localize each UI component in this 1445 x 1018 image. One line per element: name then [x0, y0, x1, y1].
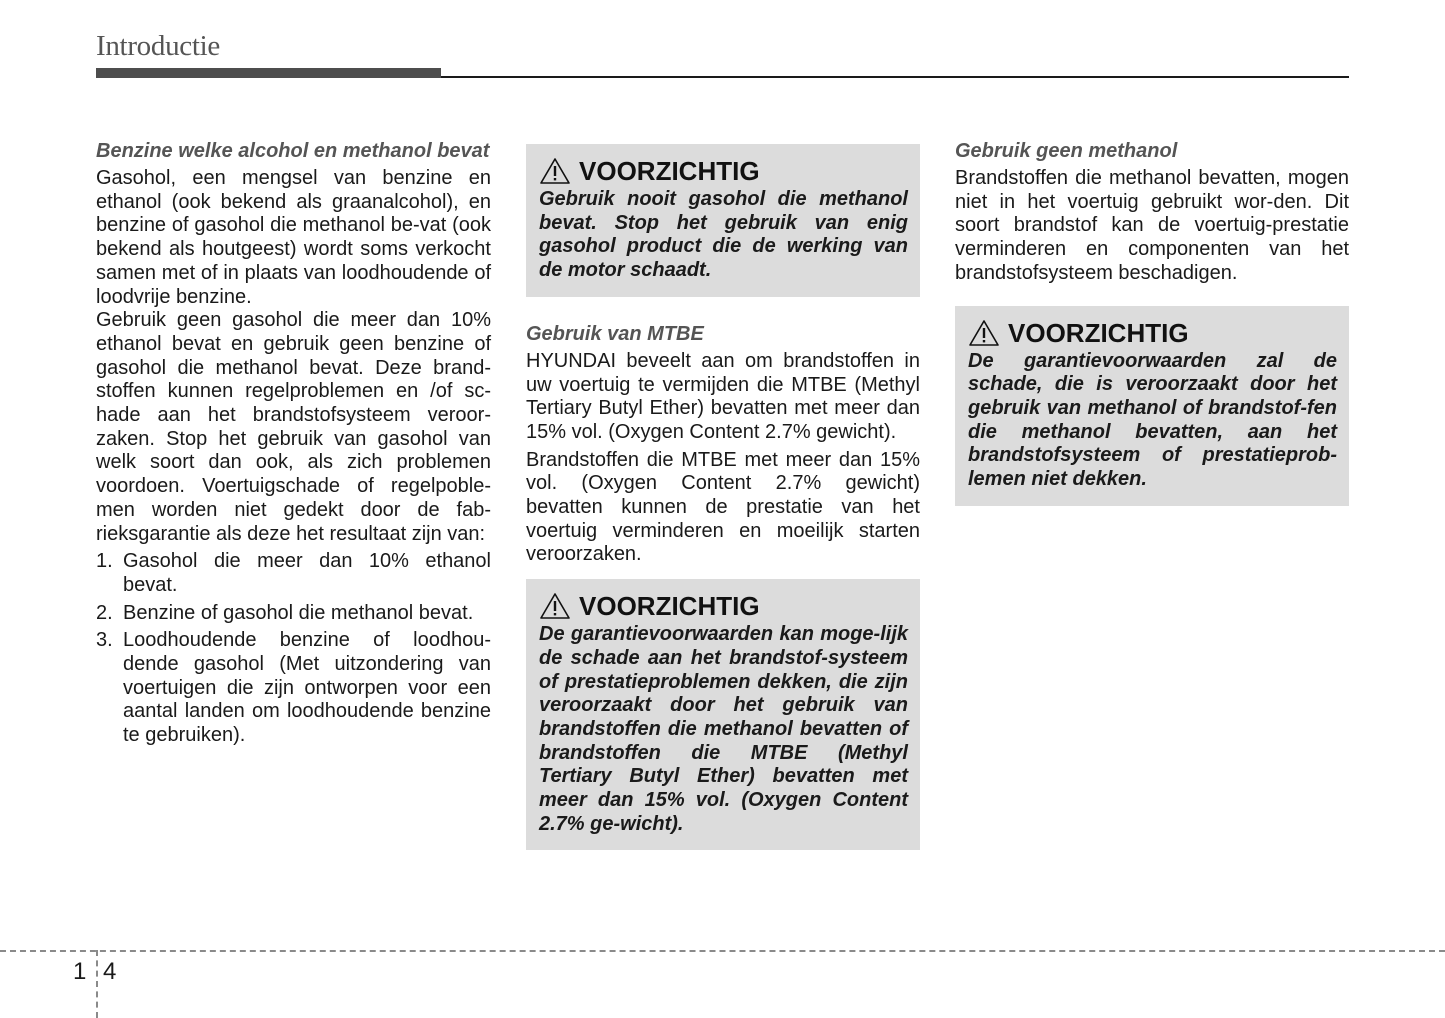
section-heading-mtbe: Gebruik van MTBE: [526, 322, 704, 345]
header-rule-thin: [441, 76, 1349, 78]
list-item-number: 1.: [96, 550, 113, 573]
column-3: [955, 140, 1349, 506]
list-item: [96, 550, 491, 597]
chapter-number: 1: [73, 958, 87, 985]
column-1: [96, 140, 491, 748]
paragraph-gasohol-warning: Gebruik geen gasohol die meer dan 10% ethanol bevat en gebruik geen benzine of gasohol die methanol bevat. Deze brand-stoffen kunnen regelproblemen en /of sc-hade aan het brandstofsysteem veroor-zaken. Stop het gebruik van gasohol van welk soort dan ook, als zich problemen voordoen. Voertuigschade of regelpoble-men worden niet gedekt door de fab-rieksgarantie als deze het resultaat zijn van:: [96, 309, 491, 545]
paragraph-no-methanol: Brandstoffen die methanol bevatten, mogen niet in het voertuig gebruikt wor-den. Dit soort brandstof kan de voertuig-prestatie verminderen en componenten van het brandstofsysteem beschadigen.: [955, 167, 1349, 284]
list-item: [96, 602, 491, 626]
paragraph-mtbe-effects: Brandstoffen die MTBE met meer dan 15% vol. (Oxygen Content 2.7% gewicht) bevatten kunnen de prestatie van het voertuig verminderen en moeilijk starten veroorzaken.: [526, 448, 920, 566]
caution-text: Gebruik nooit gasohol die methanol bevat. Stop het gebruik van enig gasohol product die de werking van de motor schaadt.: [539, 188, 908, 282]
caution-text: De garantievoorwaarden kan moge-lijk de schade aan het brandstof-systeem of prestatieproblemen dekken, die zijn veroorzaakt door het gebruik van brandstoffen die methanol bevatten of brandstoffen die MTBE (Methyl Tertiary Butyl Ether) bevatten met meer dan 15% vol. (Oxygen Content 2.7% ge-wicht).: [539, 623, 908, 835]
paragraph-mtbe-advice: HYUNDAI beveelt aan om brandstoffen in uw voertuig te vermijden die MTBE (Methyl Tertiary Butyl Ether) bevatten met meer dan 15% vol. (Oxygen Content 2.7% gewicht).: [526, 349, 920, 443]
caution-title: VOORZICHTIG: [1008, 317, 1189, 348]
list-item-text: Gasohol die meer dan 10% ethanol bevat.: [123, 550, 491, 596]
footer-dashed-divider: [96, 950, 98, 1018]
column-2: [526, 144, 920, 850]
caution-text: De garantievoorwaarden zal de schade, die is veroorzaakt door het gebruik van methanol of brandstof-fen die methanol bevatten, aan het brandstofsysteem of prestatieprob-lemen niet dekken.: [968, 349, 1337, 491]
list-item: [96, 629, 491, 748]
list-item-text: Benzine of gasohol die methanol bevat.: [123, 601, 474, 624]
section-heading-no-methanol: Gebruik geen methanol: [955, 140, 1178, 162]
caution-box-warranty-methanol: [955, 306, 1349, 506]
footer-dashed-rule: [0, 950, 1445, 952]
warning-triangle-icon: [539, 592, 571, 620]
paragraph-gasohol: Gasohol, een mengsel van benzine en ethanol (ook bekend als graanalcohol), en benzine of gasohol die methanol be-vat (ook bekend als houtgeest) wordt soms verkocht samen met of in plaats van loodhoudende of loodvrije benzine.: [96, 167, 491, 308]
warning-triangle-icon: [968, 319, 1000, 347]
section-heading-alcohol-methanol: Benzine welke alcohol en methanol bevat: [96, 140, 490, 162]
numbered-list: [96, 550, 491, 748]
caution-box-methanol: [526, 144, 920, 297]
list-item-number: 3.: [96, 629, 113, 652]
caution-box-warranty-mtbe: [526, 579, 920, 850]
list-item-number: 2.: [96, 601, 113, 624]
page-title: Introductie: [96, 30, 220, 62]
caution-title: VOORZICHTIG: [579, 591, 760, 622]
list-item-text: Loodhoudende benzine of loodhou-dende gasohol (Met uitzondering van voertuigen die zijn ontworpen voor een aantal landen om loodhoudende benzine te gebruiken).: [123, 629, 491, 747]
header-rule-thick: [96, 68, 441, 78]
page-number: 4: [103, 958, 117, 985]
warning-triangle-icon: [539, 157, 571, 185]
caution-title: VOORZICHTIG: [579, 156, 760, 186]
